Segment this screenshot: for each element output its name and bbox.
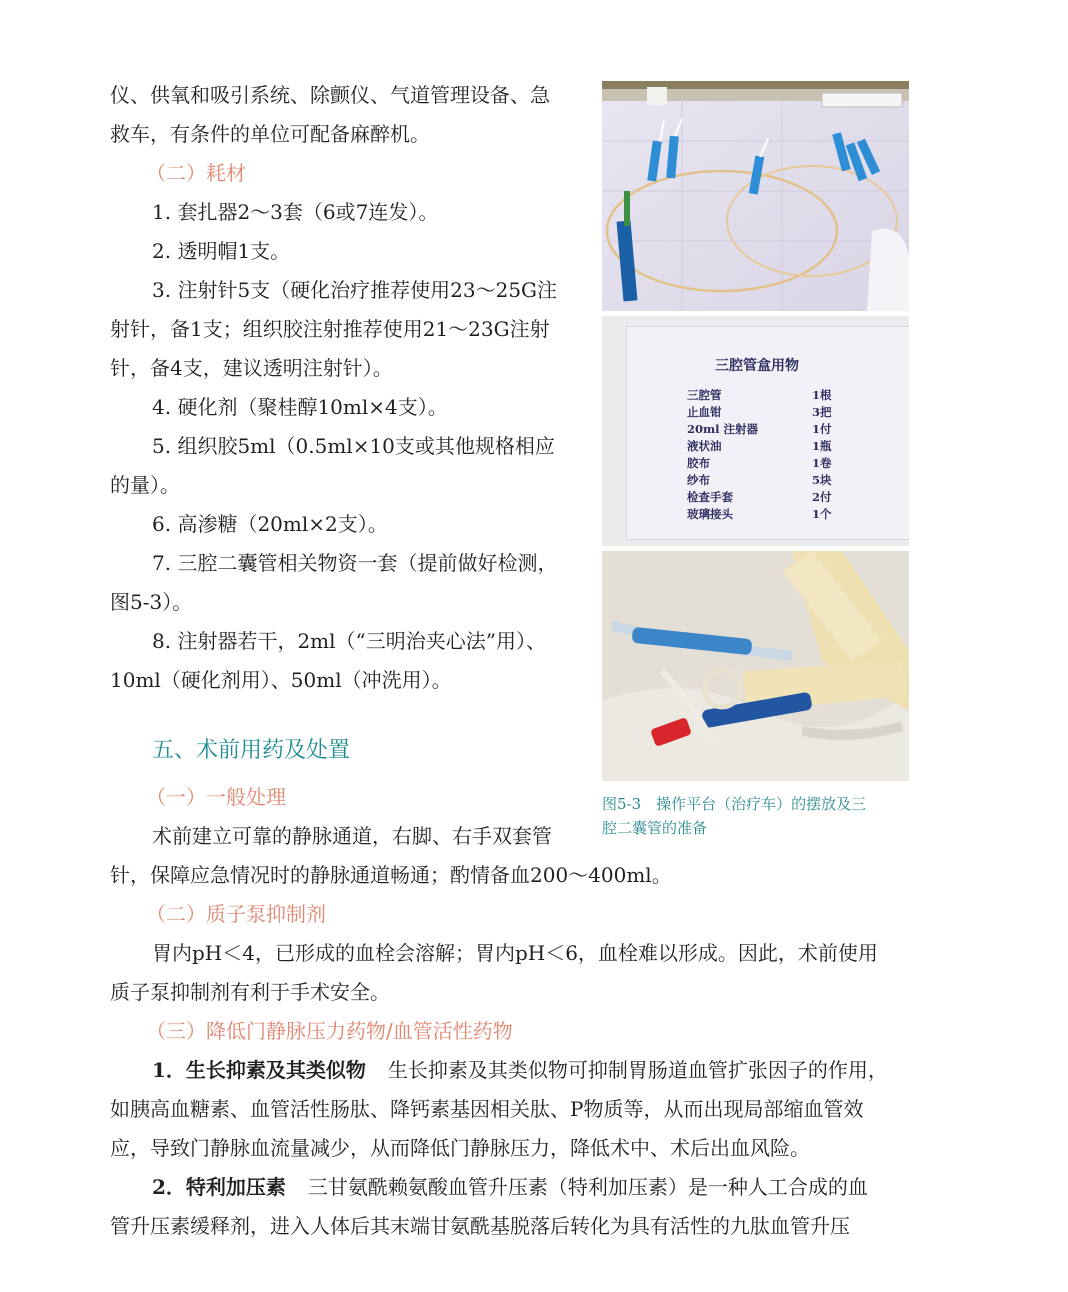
paragraph-line: 质子泵抑制剂有利于手术安全。: [110, 980, 390, 1004]
tube-illustration: [602, 551, 909, 781]
figure-caption: [602, 792, 912, 840]
list-item: 2. 透明帽1支。: [152, 239, 291, 263]
list-item-cont: 10ml（硬化剂用）、50ml（冲洗用）。: [110, 668, 452, 692]
paragraph-line: 如胰高血糖素、血管活性肠肽、降钙素基因相关肽、P物质等，从而出现局部缩血管效: [110, 1097, 864, 1121]
paragraph-line: 应，导致门静脉血流量减少，从而降低门静脉压力，降低术中、术后出血风险。: [110, 1136, 810, 1160]
text-line: 救车，有条件的单位可配备麻醉机。: [110, 122, 430, 146]
list-item: 1. 套扎器2～3套（6或7连发）。: [152, 200, 439, 224]
paragraph-line: 术前建立可靠的静脉通道，右脚、右手双套管: [152, 824, 552, 848]
card-item-qty: 1根: [812, 388, 832, 402]
card-item-name: 液状油: [687, 439, 722, 453]
card-item-name: 20ml 注射器: [687, 422, 759, 436]
card-item-qty: 1瓶: [812, 439, 832, 453]
list-item: 8. 注射器若干，2ml（“三明治夹心法”用）、: [152, 629, 546, 653]
list-item: 7. 三腔二囊管相关物资一套（提前做好检测，: [152, 551, 558, 575]
section-title: 五、术前用药及处置: [152, 738, 351, 763]
paragraph-line: 胃内pH＜4，已形成的血栓会溶解；胃内pH＜6，血栓难以形成。因此，术前使用: [152, 941, 878, 965]
item-text: 生长抑素及其类似物可抑制胃肠道血管扩张因子的作用，: [387, 1058, 888, 1082]
photo-checklist-card: [602, 316, 909, 546]
item-title: 1．生长抑素及其类似物: [152, 1058, 366, 1082]
text-line: 仪、供氧和吸引系统、除颤仪、气道管理设备、急: [110, 83, 550, 107]
photo-tube: [602, 551, 909, 781]
subheading-portal: （三）降低门静脉压力药物/血管活性药物: [146, 1019, 513, 1043]
paragraph-line: 针，保障应急情况时的静脉通道畅通；酌情备血200～400ml。: [110, 863, 672, 887]
card-item-qty: 2付: [812, 490, 832, 504]
item-text: 三甘氨酰赖氨酸血管升压素（特利加压素）是一种人工合成的血: [307, 1175, 868, 1199]
card-item-qty: 5块: [812, 473, 832, 487]
card-item-name: 检查手套: [687, 490, 733, 504]
card-item-name: 三腔管: [687, 388, 722, 402]
card-title: 三腔管盒用物: [715, 358, 799, 374]
paragraph-line: 管升压素缓释剂，进入人体后其末端甘氨酰基脱落后转化为具有活性的九肽血管升压: [110, 1214, 850, 1238]
list-item-cont: 针，备4支，建议透明注射针）。: [110, 356, 393, 380]
list-item-cont: 图5-3）。: [110, 590, 193, 614]
list-item-cont: 射针，备1支；组织胶注射推荐使用21～23G注射: [110, 317, 550, 341]
card-item-qty: 1卷: [812, 456, 832, 470]
card-item-name: 玻璃接头: [687, 507, 733, 521]
card-item-qty: 1付: [812, 422, 832, 436]
card-item-name: 止血钳: [687, 405, 722, 419]
list-item: 5. 组织胶5ml（0.5ml×10支或其他规格相应: [152, 434, 555, 458]
paragraph-line: [152, 1051, 888, 1090]
caption-line: 腔二囊管的准备: [602, 819, 708, 837]
photo-syringes: [602, 81, 909, 311]
list-item: 3. 注射针5支（硬化治疗推荐使用23～25G注: [152, 278, 558, 302]
paragraph-line: [152, 1168, 868, 1207]
subheading-ppi: （二）质子泵抑制剂: [146, 902, 326, 926]
caption-line: 图5-3 操作平台（治疗车）的摆放及三: [602, 795, 867, 813]
card-item-qty: 3把: [812, 405, 832, 419]
subheading-consumables: （二）耗材: [146, 161, 246, 185]
syringes-illustration: [602, 81, 909, 311]
list-item: 6. 高渗糖（20ml×2支）。: [152, 512, 388, 536]
checklist-card: [626, 326, 909, 540]
list-item: 4. 硬化剂（聚桂醇10ml×4支）。: [152, 395, 448, 419]
card-item-name: 胶布: [687, 456, 710, 470]
subheading-general: （一）一般处理: [146, 785, 286, 809]
card-item-name: 纱布: [687, 473, 710, 487]
card-item-qty: 1个: [812, 507, 832, 521]
list-item-cont: 的量）。: [110, 473, 180, 497]
item-title: 2．特利加压素: [152, 1175, 286, 1199]
